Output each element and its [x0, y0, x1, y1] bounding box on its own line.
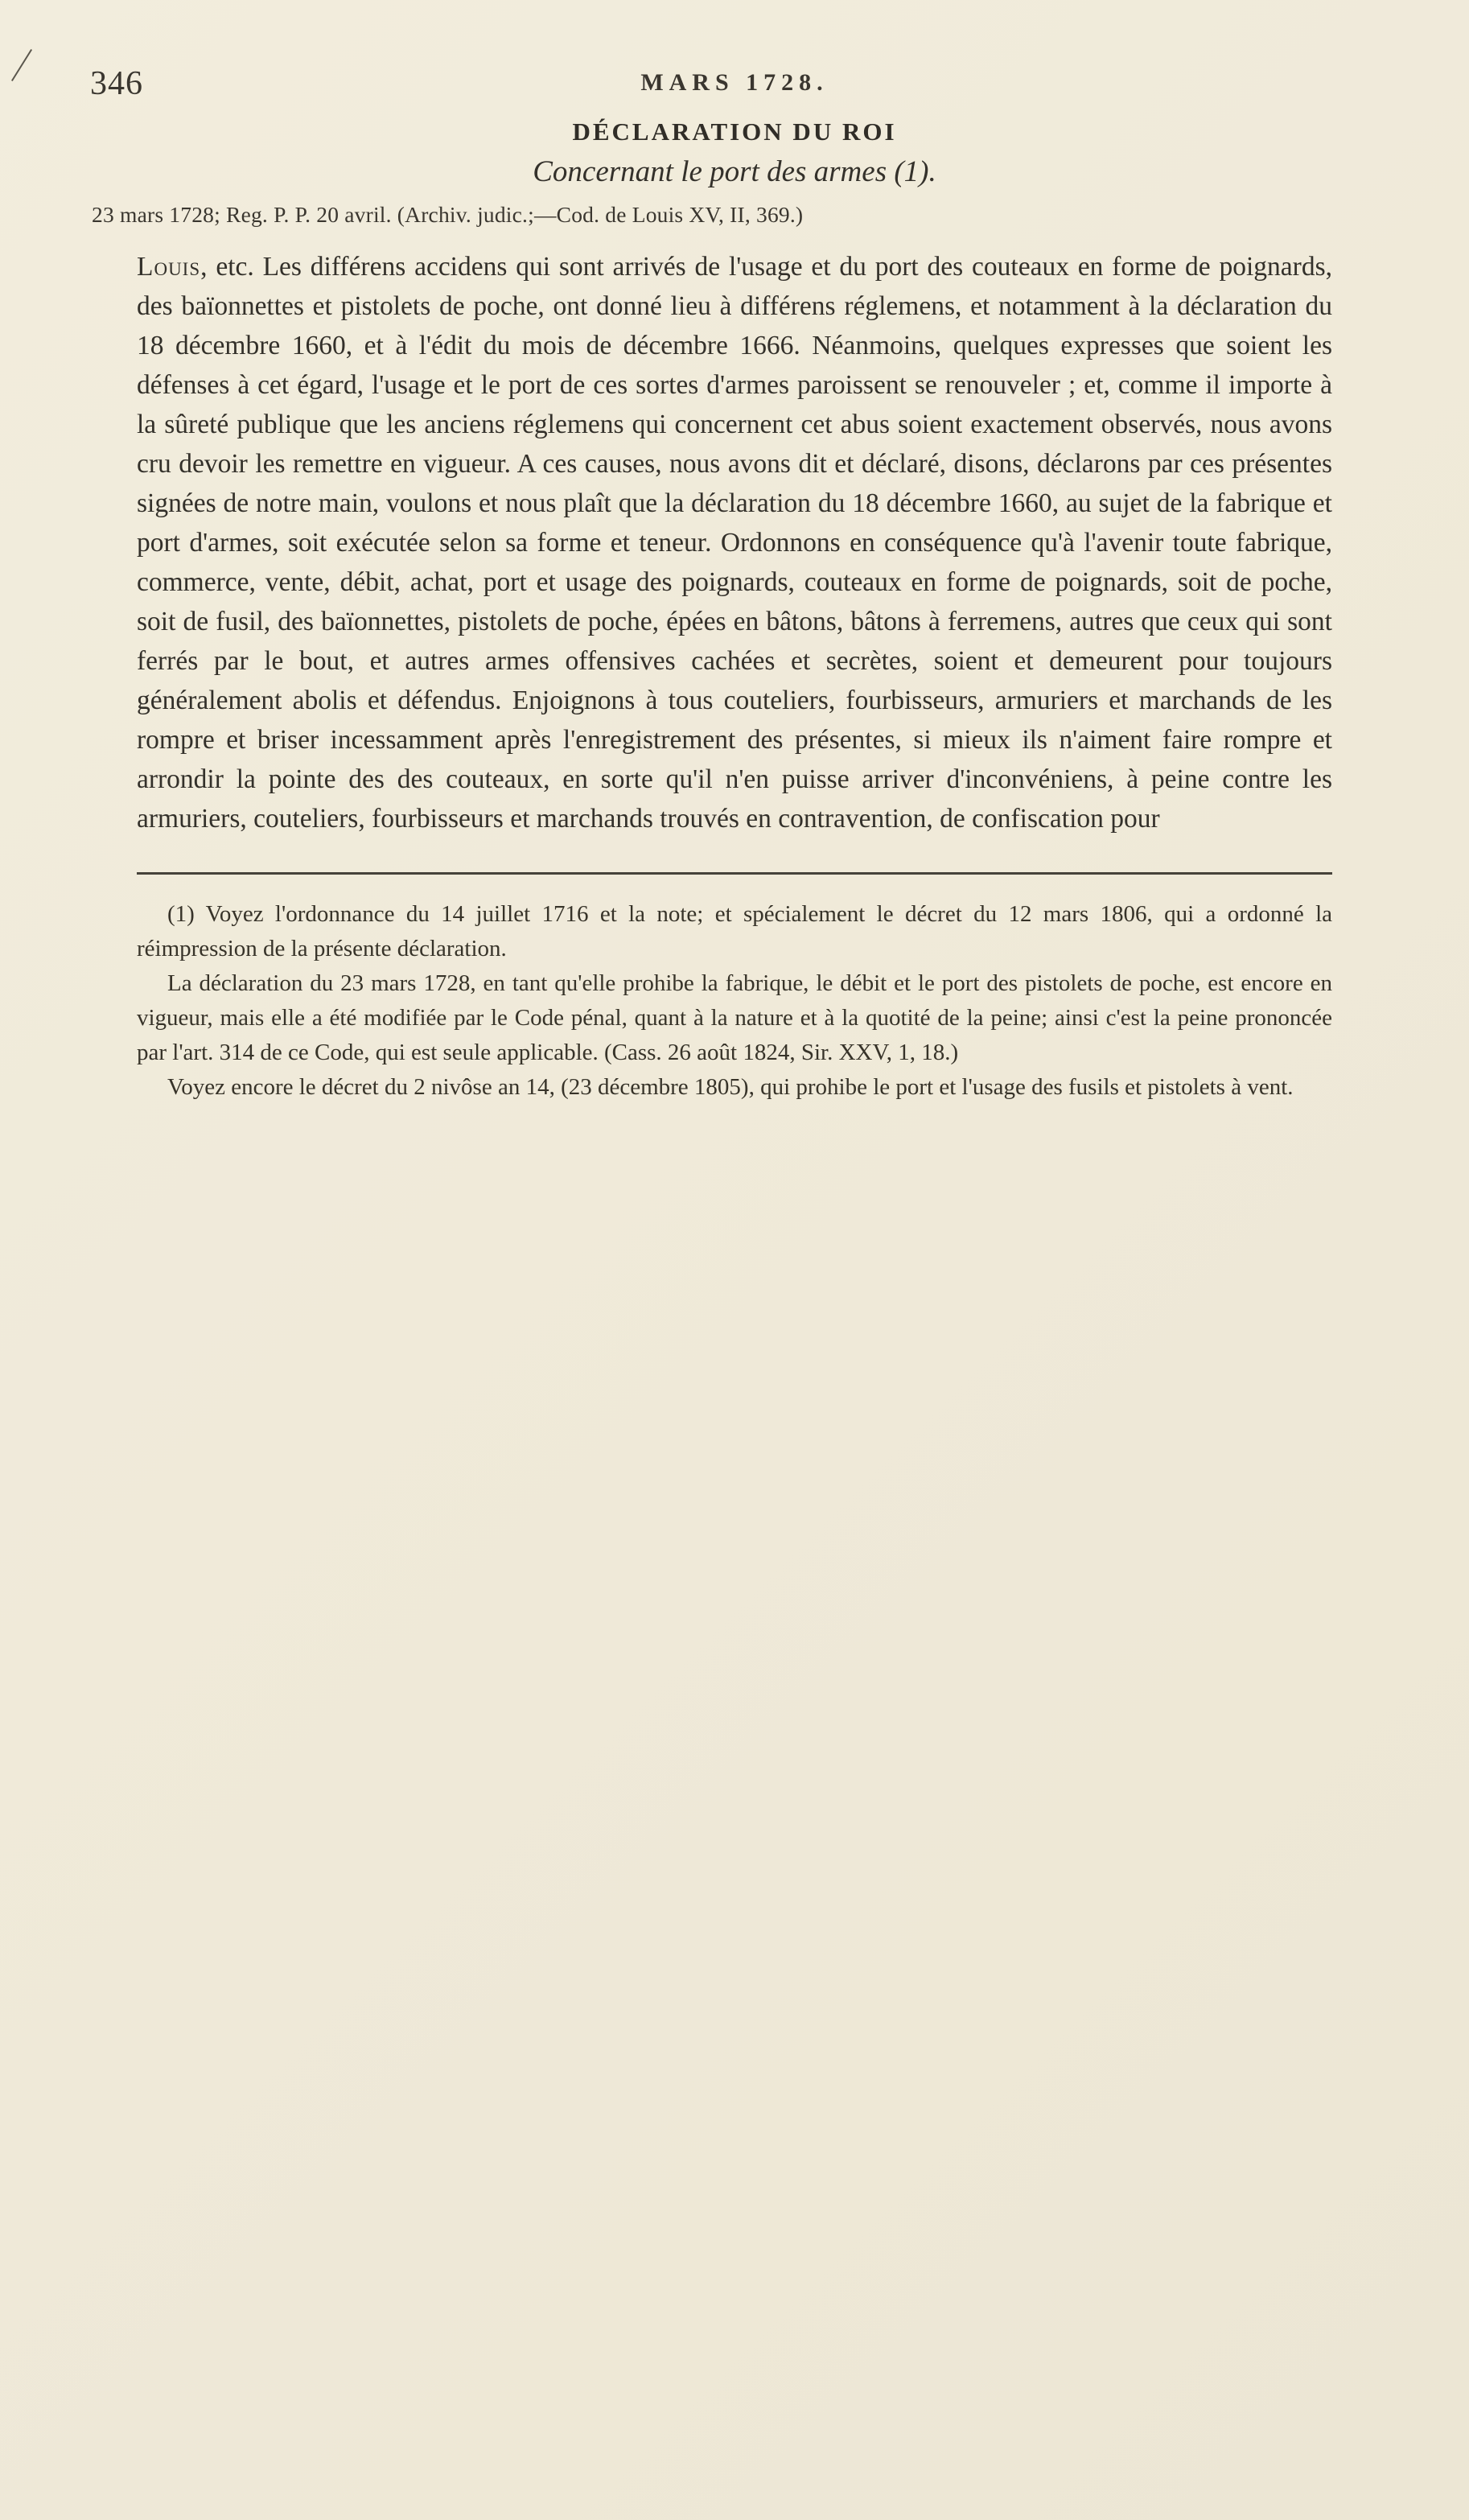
reference-line: 23 mars 1728; Reg. P. P. 20 avril. (Archiv. judic.;—Cod. de Louis XV, II, 369.) — [92, 202, 804, 227]
lead-word: Louis — [137, 252, 201, 282]
footnote-1: (1) Voyez l'ordonnance du 14 juillet 1716 et la note; et spécialement le décret du 12 mars 1806, qui a ordonné la réimpression de la présente déclaration. — [137, 901, 1332, 961]
footnote-divider — [137, 872, 1332, 875]
body-paragraph — [137, 247, 1332, 838]
document-title: DÉCLARATION DU ROI — [572, 117, 897, 146]
footnote-3: Voyez encore le décret du 2 nivôse an 14, (23 décembre 1805), qui prohibe le port et l'usage des fusils et pistolets à vent. — [167, 1074, 1294, 1100]
scan-artifact-mark — [11, 49, 32, 81]
footnotes-section — [137, 897, 1332, 1105]
body-paragraph-text: , etc. Les différens accidens qui sont arrivés de l'usage et du port des couteaux en forme de poignards, des baïonnettes et pistolets de poche, ont donné lieu à différens réglemens, et notamment à la déclaration du 18 décembre 1660, et à l'édit du mois de décembre 1666. Néanmoins, quelques expresses que soient les défenses à cet égard, l'usage et le port de ces sortes d'armes paroissent se renouveler ; et, comme il importe à la sûreté publique que les anciens réglemens qui concernent cet abus soient exactement observés, nous avons cru devoir les remettre en vigueur. A ces causes, nous avons dit et déclaré, disons, déclarons par ces présentes signées de notre main, voulons et nous plaît que la déclaration du 18 décembre 1660, au sujet de la fabrique et port d'armes, soit exécutée selon sa forme et teneur. Ordonnons en conséquence qu'à l'avenir toute fabrique, commerce, vente, débit, achat, port et usage des poignards, couteaux en forme de poignards, soit de poche, soit de fusil, des baïonnettes, pistolets de poche, épées en bâtons, bâtons à ferremens, autres que ceux qui sont ferrés par le bout, et autres armes offensives cachées et secrètes, soient et demeurent pour toujours généralement abolis et défendus. Enjoignons à tous couteliers, fourbisseurs, armuriers et marchands de les rompre et briser incessamment après l'enregistrement des présentes, si mieux ils n'aiment faire rompre et arrondir la pointe des des couteaux, en sorte qu'il n'en puisse arriver d'inconvéniens, à peine contre les armuriers, couteliers, fourbisseurs et marchands trouvés en contravention, de confiscation pour — [137, 252, 1332, 834]
footnote-2: La déclaration du 23 mars 1728, en tant qu'elle prohibe la fabrique, le débit et le port des pistolets de poche, est encore en vigueur, mais elle a été modifiée par le Code pénal, quant à la nature et à la quotité de la peine; ainsi c'est la peine prononcée par l'art. 314 de ce Code, qui est seule applicable. (Cass. 26 août 1824, Sir. XXV, 1, 18.) — [137, 970, 1332, 1065]
document-subtitle: Concernant le port des armes (1). — [533, 155, 936, 188]
page-header — [90, 64, 1332, 106]
running-head: MARS 1728. — [640, 69, 829, 96]
page-number: 346 — [90, 65, 143, 102]
